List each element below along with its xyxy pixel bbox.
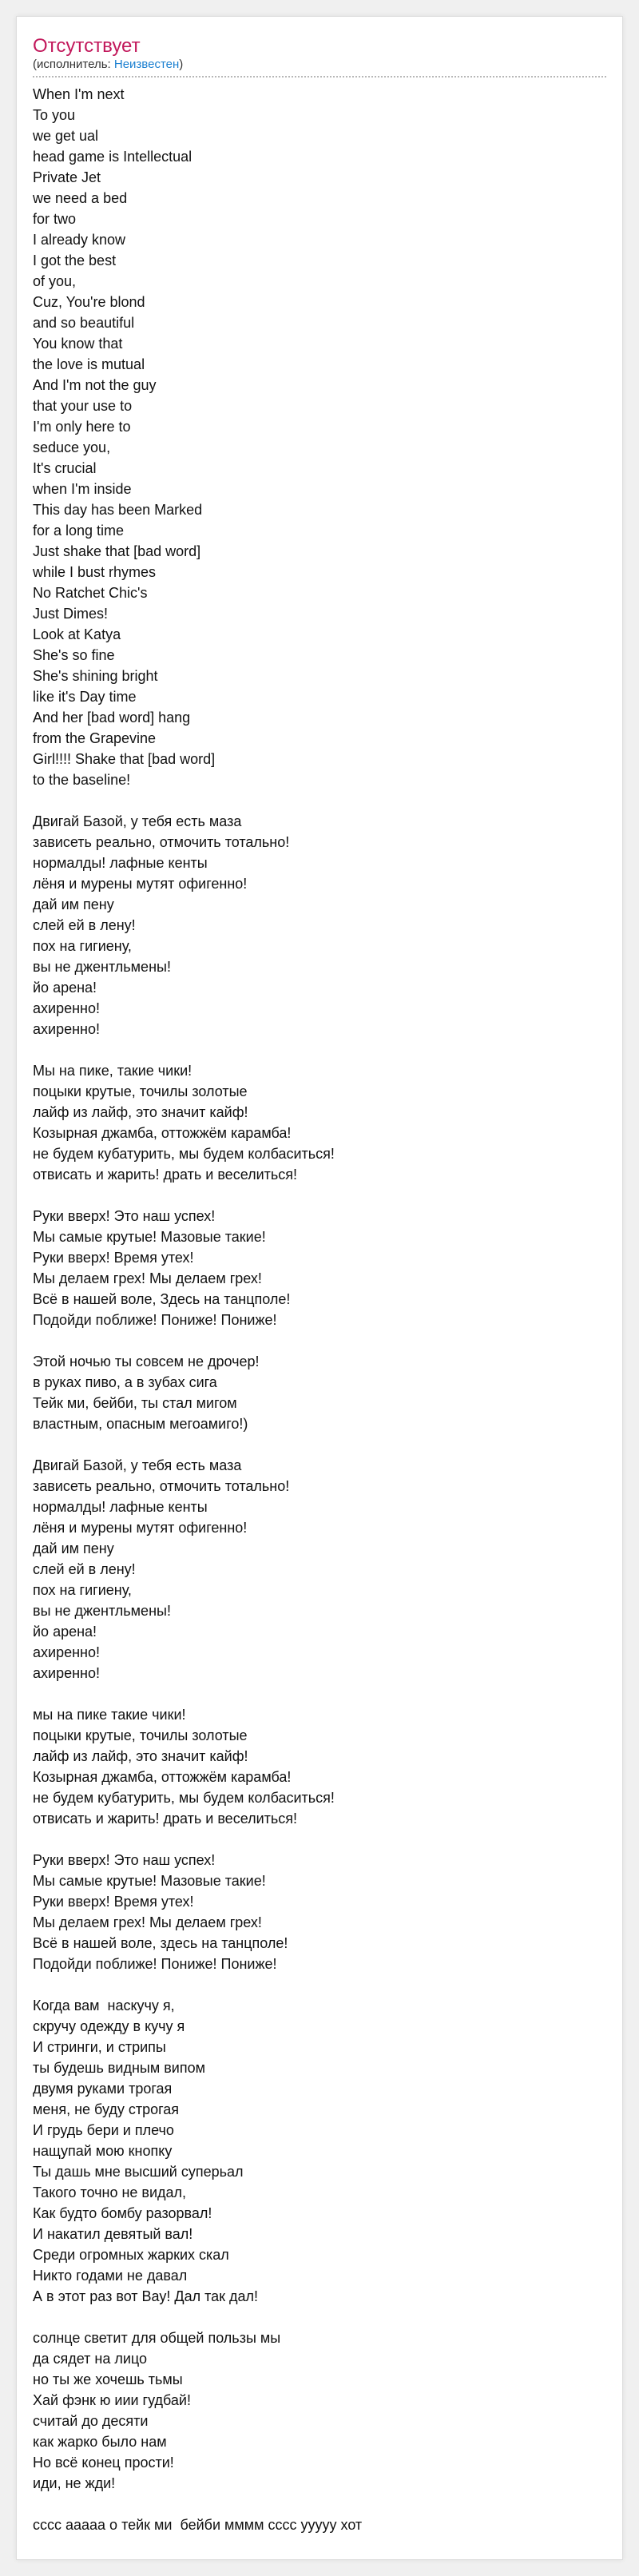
lyric-line: I'm only here to xyxy=(33,419,131,435)
lyrics-stanza xyxy=(33,1455,606,1684)
lyric-line: Руки вверх! Это наш успех! xyxy=(33,1852,216,1868)
lyric-line: считай до десяти xyxy=(33,2413,149,2429)
lyric-line: лайф из лайф, это значит кайф! xyxy=(33,1748,248,1764)
lyric-line: лайф из лайф, это значит кайф! xyxy=(33,1104,248,1120)
lyric-line: to the baseline! xyxy=(33,772,131,788)
lyric-line: from the Grapevine xyxy=(33,730,157,746)
lyric-line: I already know xyxy=(33,232,126,248)
lyric-line: меня, не буду строгая xyxy=(33,2101,180,2117)
lyric-line: Мы на пике, такие чики! xyxy=(33,1063,192,1079)
lyric-line: for two xyxy=(33,211,77,227)
lyrics-stanza xyxy=(33,1060,606,1185)
lyric-line: поцыки крутые, точилы золотые xyxy=(33,1083,248,1099)
lyric-line: Этой ночью ты совсем не дрочер! xyxy=(33,1354,260,1369)
lyrics-stanza xyxy=(33,2328,606,2494)
lyric-line: Private Jet xyxy=(33,169,101,185)
lyric-line: Всё в нашей воле, здесь на танцполе! xyxy=(33,1935,288,1951)
lyric-line: ахиренно! xyxy=(33,1021,100,1037)
lyric-line: To you xyxy=(33,107,76,123)
lyric-line: мы на пике такие чики! xyxy=(33,1707,186,1723)
lyric-line: Подойди поближе! Пониже! Пониже! xyxy=(33,1956,277,1972)
lyric-line: ахиренно! xyxy=(33,1000,100,1016)
lyric-line: да сядет на лицо xyxy=(33,2351,148,2367)
lyric-line: зависеть реально, отмочить тотально! xyxy=(33,1478,290,1494)
lyric-line: вы не джентльмены! xyxy=(33,1603,171,1619)
lyric-line: Мы делаем грех! Мы делаем грех! xyxy=(33,1914,262,1930)
lyric-line: we need a bed xyxy=(33,190,128,206)
lyric-line: не будем кубатурить, мы будем колбаситься! xyxy=(33,1146,335,1162)
lyric-line: No Ratchet Chic's xyxy=(33,585,148,601)
lyric-line: seduce you, xyxy=(33,439,111,455)
lyric-line: Как будто бомбу разорвал! xyxy=(33,2205,212,2221)
lyric-line: Козырная джамба, оттожжём карамба! xyxy=(33,1769,292,1785)
lyric-line: You know that xyxy=(33,336,123,352)
lyric-line: like it's Day time xyxy=(33,689,137,705)
lyric-line: It's crucial xyxy=(33,460,97,476)
lyrics-stanza xyxy=(33,84,606,790)
lyrics-card xyxy=(16,16,623,2560)
lyric-line: Руки вверх! Это наш успех! xyxy=(33,1208,216,1224)
lyric-line: слей ей в лену! xyxy=(33,917,136,933)
lyric-line: лёня и мурены мутят офигенно! xyxy=(33,1520,248,1536)
lyric-line: Такого точно не видал, xyxy=(33,2184,187,2200)
lyrics-stanza xyxy=(33,1704,606,1829)
lyric-line: And I'm not the guy xyxy=(33,377,157,393)
lyrics-stanza xyxy=(33,1995,606,2307)
lyric-line: скручу одежду в кучу я xyxy=(33,2018,185,2034)
lyric-line: двумя руками трогая xyxy=(33,2081,173,2097)
lyric-line: сссс ааааа о тейк ми бейби мммм сссс ууууу хот xyxy=(33,2517,363,2533)
lyric-line: and so beautiful xyxy=(33,315,135,331)
lyric-line: Никто годами не давал xyxy=(33,2268,188,2284)
lyric-line: вы не джентльмены! xyxy=(33,959,171,975)
lyric-line: while I bust rhymes xyxy=(33,564,157,580)
lyrics-stanza xyxy=(33,2514,606,2535)
lyric-line: Тейк ми, бейби, ты стал мигом xyxy=(33,1395,237,1411)
lyric-line: Cuz, You're blond xyxy=(33,294,145,310)
lyric-line: She's so fine xyxy=(33,647,115,663)
artist-line xyxy=(33,57,606,73)
lyric-line: And her [bad word] hang xyxy=(33,710,191,725)
lyric-line: дай им пену xyxy=(33,1540,114,1556)
lyric-line: но ты же хочешь тьмы xyxy=(33,2371,183,2387)
lyric-line: Двигай Базой, у тебя есть маза xyxy=(33,813,242,829)
lyric-line: Всё в нашей воле, Здесь на танцполе! xyxy=(33,1291,291,1307)
lyric-line: ахиренно! xyxy=(33,1644,100,1660)
lyric-line: Just shake that [bad word] xyxy=(33,543,201,559)
lyric-line: йо арена! xyxy=(33,980,97,996)
lyric-line: йо арена! xyxy=(33,1624,97,1640)
lyric-line: ты будешь видным випом xyxy=(33,2060,205,2076)
lyric-line: Хай фэнк ю иии гудбай! xyxy=(33,2392,191,2408)
lyric-line: Look at Katya xyxy=(33,626,121,642)
lyric-line: Ты дашь мне высший суперьал xyxy=(33,2164,244,2180)
lyric-line: ахиренно! xyxy=(33,1665,100,1681)
lyric-line: I got the best xyxy=(33,252,117,268)
lyric-line: А в этот раз вот Вау! Дал так дал! xyxy=(33,2288,259,2304)
lyric-line: пох на гигиену, xyxy=(33,1582,132,1598)
artist-prefix: (исполнитель: xyxy=(33,58,114,71)
lyric-line: Среди огромных жарких скал xyxy=(33,2247,229,2263)
lyric-line: Но всё конец прости! xyxy=(33,2455,174,2471)
lyric-line: властным, опасным мегоамиго!) xyxy=(33,1416,248,1432)
artist-link[interactable]: Неизвестен xyxy=(113,58,180,71)
lyric-line: И грудь бери и плечо xyxy=(33,2122,174,2138)
lyric-line: of you, xyxy=(33,273,77,289)
lyric-line: иди, не жди! xyxy=(33,2475,116,2491)
lyric-line: нормалды! лафные кенты xyxy=(33,855,208,871)
lyric-line: солнце светит для общей пользы мы xyxy=(33,2330,281,2346)
lyric-line: поцыки крутые, точилы золотые xyxy=(33,1727,248,1743)
lyric-line: This day has been Marked xyxy=(33,502,203,518)
song-title: Отсутствует xyxy=(33,35,141,57)
lyric-line: for a long time xyxy=(33,523,125,539)
artist-suffix: ) xyxy=(179,58,184,71)
lyric-line: we get ual xyxy=(33,128,99,144)
lyric-line: Мы самые крутые! Мазовые такие! xyxy=(33,1873,266,1889)
lyric-line: When I'm next xyxy=(33,86,125,102)
lyric-line: Подойди поближе! Пониже! Пониже! xyxy=(33,1312,277,1328)
lyrics-body xyxy=(33,84,606,2556)
lyric-line: Just Dimes! xyxy=(33,606,109,622)
lyric-line: отвисать и жарить! драть и веселиться! xyxy=(33,1811,298,1827)
lyric-line: when I'm inside xyxy=(33,481,132,497)
lyric-line: не будем кубатурить, мы будем колбаситься! xyxy=(33,1790,335,1806)
lyric-line: И накатил девятый вал! xyxy=(33,2226,193,2242)
song-header xyxy=(33,34,606,73)
lyric-line: the love is mutual xyxy=(33,356,145,372)
lyric-line: отвисать и жарить! драть и веселиться! xyxy=(33,1167,298,1183)
lyric-line: head game is Intellectual xyxy=(33,149,192,165)
lyric-line: She's shining bright xyxy=(33,668,158,684)
lyric-line: that your use to xyxy=(33,398,133,414)
lyric-line: в руках пиво, а в зубах сига xyxy=(33,1374,217,1390)
lyric-line: слей ей в лену! xyxy=(33,1561,136,1577)
lyrics-stanza xyxy=(33,811,606,1040)
lyric-line: Козырная джамба, оттожжём карамба! xyxy=(33,1125,292,1141)
lyric-line: как жарко было нам xyxy=(33,2434,167,2450)
lyric-line: Мы самые крутые! Мазовые такие! xyxy=(33,1229,266,1245)
lyric-line: Мы делаем грех! Мы делаем грех! xyxy=(33,1270,262,1286)
lyric-line: дай им пену xyxy=(33,896,114,912)
header-divider xyxy=(33,76,606,78)
lyrics-stanza xyxy=(33,1850,606,1974)
lyric-line: Когда вам наскучу я, xyxy=(33,1998,175,2013)
lyrics-stanza xyxy=(33,1206,606,1330)
lyric-line: нормалды! лафные кенты xyxy=(33,1499,208,1515)
lyric-line: лёня и мурены мутят офигенно! xyxy=(33,876,248,892)
lyric-line: И стринги, и стрипы xyxy=(33,2039,166,2055)
lyrics-stanza xyxy=(33,1351,606,1434)
lyric-line: нащупай мою кнопку xyxy=(33,2143,173,2159)
lyric-line: Руки вверх! Время утех! xyxy=(33,1250,194,1266)
lyric-line: Руки вверх! Время утех! xyxy=(33,1894,194,1910)
lyric-line: пох на гигиену, xyxy=(33,938,132,954)
lyric-line: Двигай Базой, у тебя есть маза xyxy=(33,1457,242,1473)
lyric-line: Girl!!!! Shake that [bad word] xyxy=(33,751,216,767)
lyric-line: зависеть реально, отмочить тотально! xyxy=(33,834,290,850)
